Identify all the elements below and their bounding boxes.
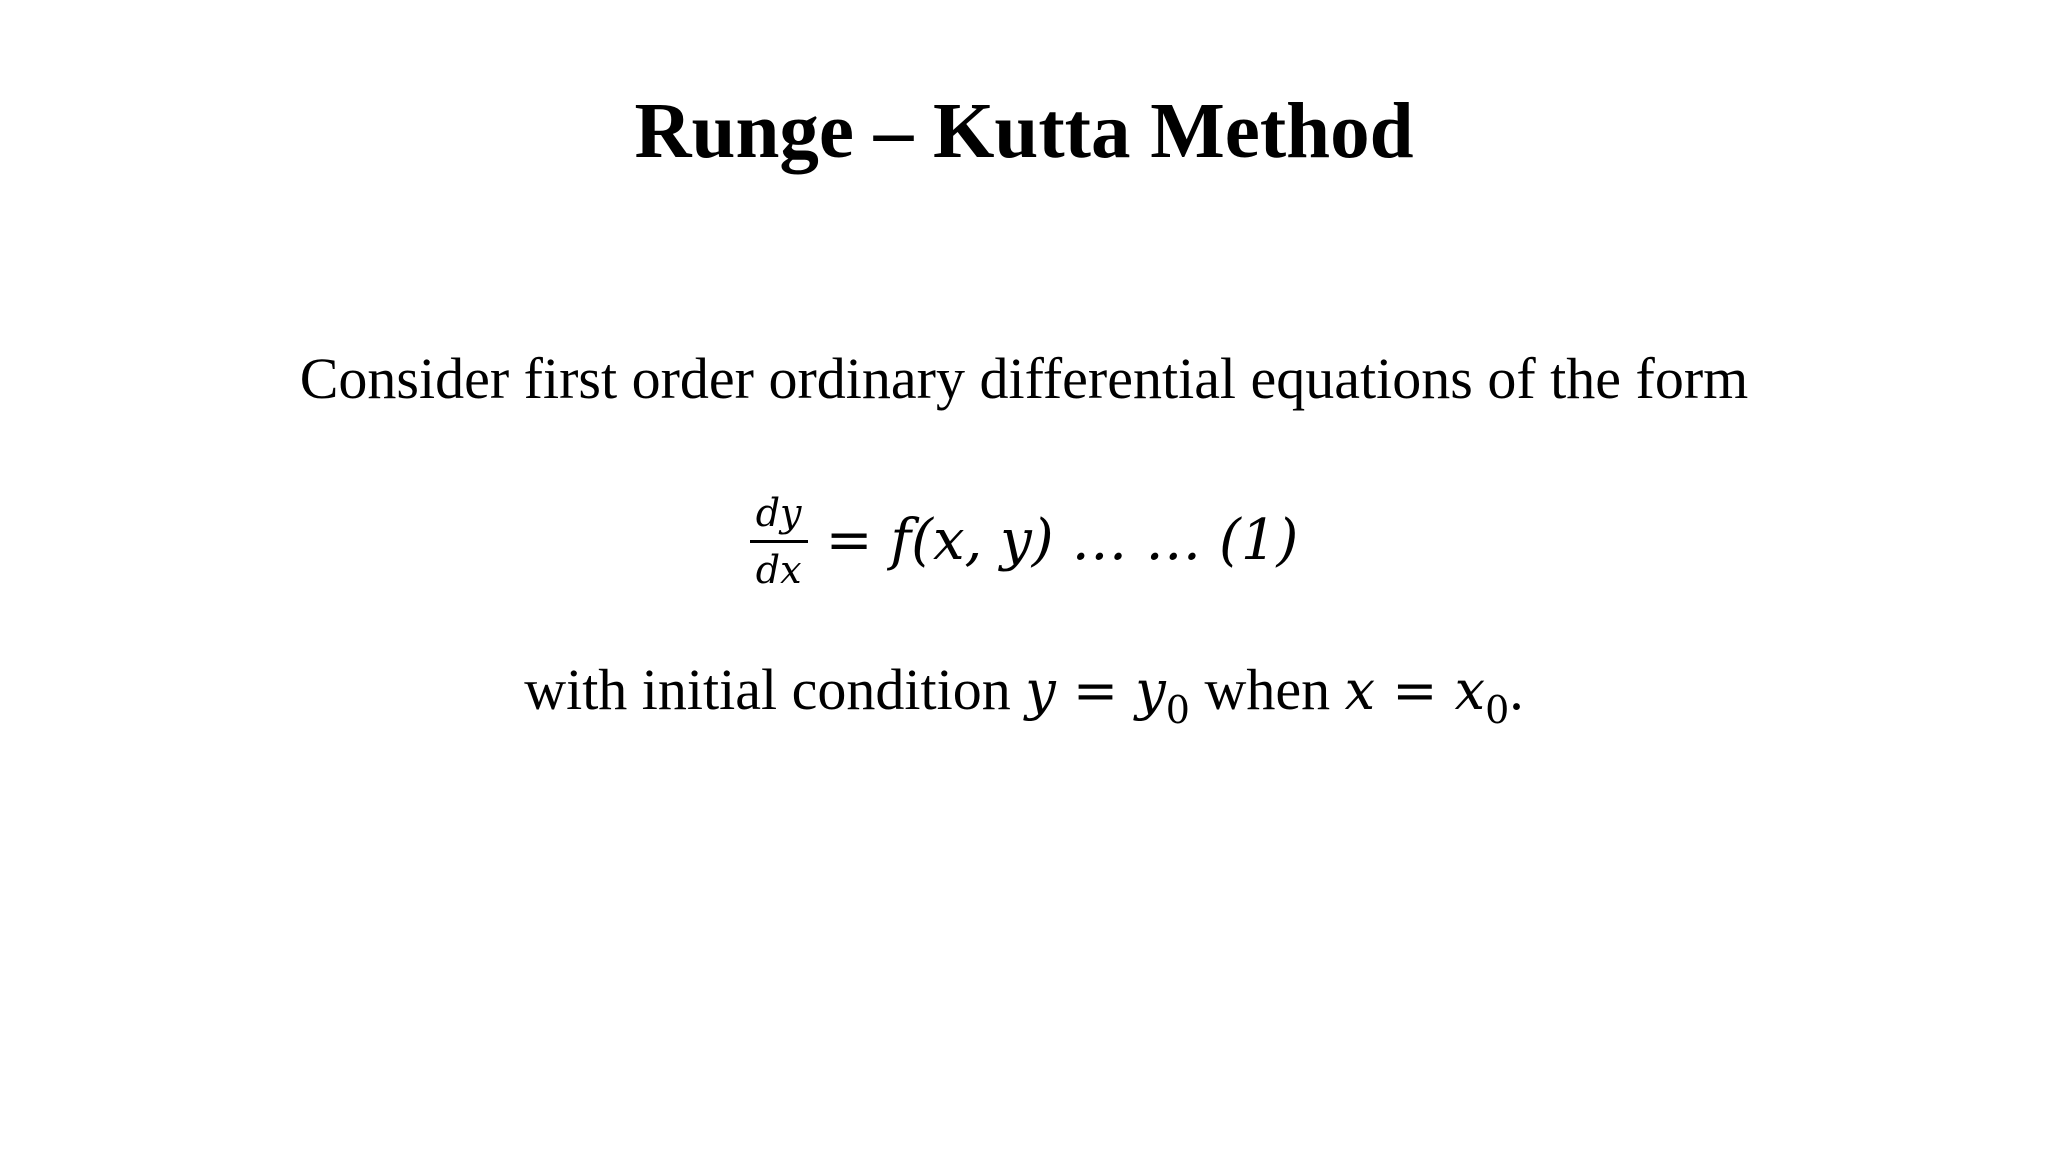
- slide-title: Runge – Kutta Method: [634, 88, 1414, 175]
- condition-expr-y: [1025, 659, 1190, 732]
- fraction-denominator: dx: [755, 547, 802, 592]
- expr-y: y = y: [1025, 659, 1166, 722]
- equation-rhs: = f(x, y) … … (1): [825, 508, 1299, 573]
- initial-condition: [0, 650, 2048, 731]
- condition-period: .: [1509, 657, 1524, 722]
- expr-x: x = x: [1344, 659, 1486, 722]
- subscript-y0: 0: [1165, 688, 1190, 732]
- condition-expr-x: [1344, 659, 1510, 732]
- ode-equation: [0, 486, 2048, 596]
- fraction-numerator: dy: [755, 490, 802, 535]
- fraction-bar: [750, 540, 808, 543]
- intro-text: Consider first order ordinary differential equations of the form: [299, 346, 1749, 411]
- subscript-x0: 0: [1485, 688, 1510, 732]
- derivative-fraction: [750, 490, 808, 593]
- condition-text-middle: when: [1204, 657, 1331, 722]
- condition-text-before: with initial condition: [524, 657, 1011, 722]
